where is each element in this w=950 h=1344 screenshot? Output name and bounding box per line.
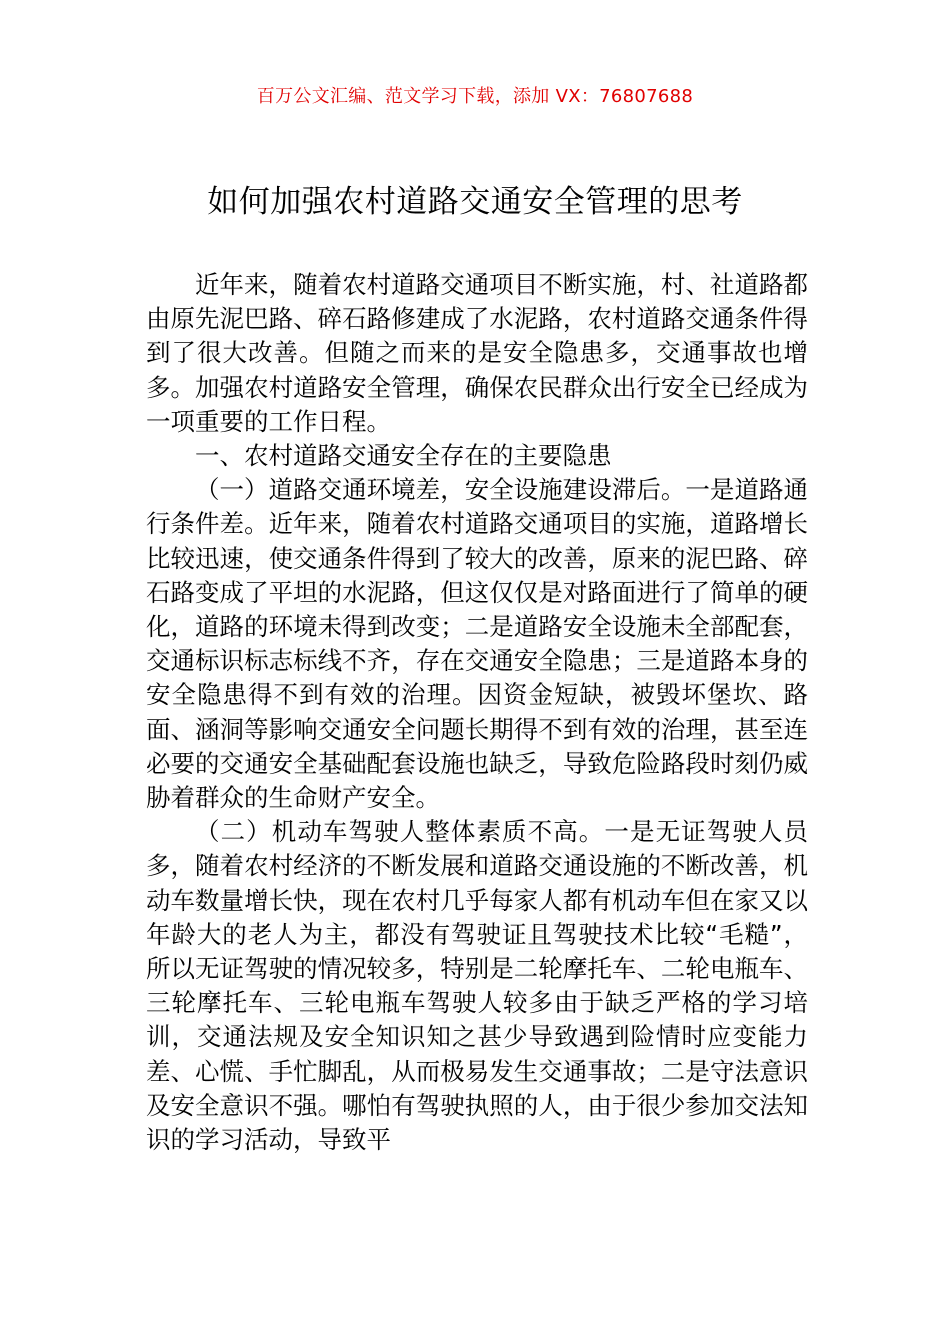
intro-paragraph: 近年来，随着农村道路交通项目不断实施，村、社道路都由原先泥巴路、碎石路修建成了水泥路，农村道路交通条件得到了很大改善。但随之而来的是安全隐患多，交通事故也增多。加强农村道路安全管理，确保农民群众出行安全已经成为一项重要的工作日程。	[146, 270, 808, 436]
section-heading-1: 一、农村道路交通安全存在的主要隐患	[195, 441, 612, 471]
subsection-paragraph-2: （二）机动车驾驶人整体素质不高。一是无证驾驶人员多，随着农村经济的不断发展和道路交通设施的不断改善，机动车数量增长快，现在农村几乎每家人都有机动车但在家又以年龄大的老人为主，都没有驾驶证且驾驶技术比较“毛糙”，所以无证驾驶的情况较多，特别是二轮摩托车、二轮电瓶车、三轮摩托车、三轮电瓶车驾驶人较多由于缺乏严格的学习培训，交通法规及安全知识知之甚少导致遇到险情时应变能力差、心慌、手忙脚乱，从而极易发生交通事故；二是守法意识及安全意识不强。哪怕有驾驶执照的人，由于很少参加交法知识的学习活动，导致平	[146, 817, 808, 1155]
document-body	[146, 268, 808, 1157]
document-title: 如何加强农村道路交通安全管理的思考	[207, 184, 743, 220]
header-promo-note: 百万公文汇编、范文学习下载，添加 VX：76807688	[256, 86, 694, 107]
subsection-paragraph-1: （一）道路交通环境差，安全设施建设滞后。一是道路通行条件差。近年来，随着农村道路交通项目的实施，道路增长比较迅速，使交通条件得到了较大的改善，原来的泥巴路、碎石路变成了平坦的水泥路，但这仅仅是对路面进行了简单的硬化，道路的环境未得到改变；二是道路安全设施未全部配套，交通标识标志标线不齐，存在交通安全隐患；三是道路本身的安全隐患得不到有效的治理。因资金短缺，被毁坏堡坎、路面、涵洞等影响交通安全问题长期得不到有效的治理，甚至连必要的交通安全基础配套设施也缺乏，导致危险路段时刻仍威胁着群众的生命财产安全。	[146, 475, 808, 813]
